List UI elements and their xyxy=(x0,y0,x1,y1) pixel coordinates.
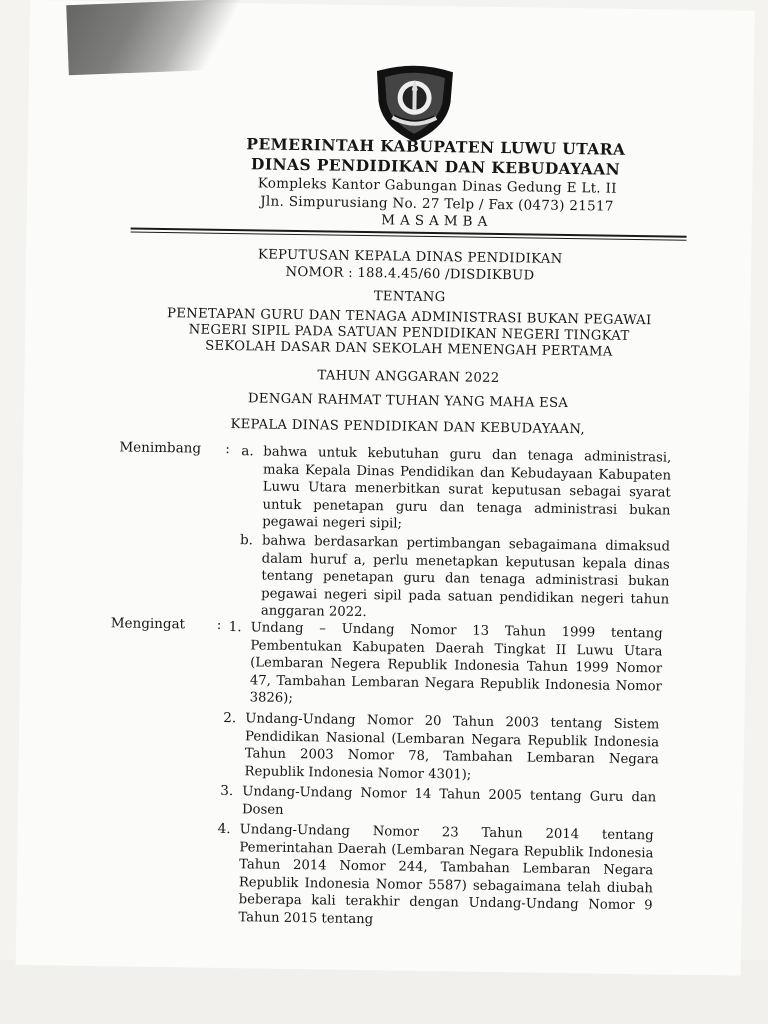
recalling-marker-2: 2. xyxy=(223,709,237,727)
document-page xyxy=(16,0,755,976)
considering-label: Menimbang xyxy=(119,439,202,457)
decree-subject-line3: SEKOLAH DASAR DAN SEKOLAH MENENGAH PERTAMA xyxy=(205,338,613,360)
considering-colon: : xyxy=(225,440,231,458)
decree-title: KEPUTUSAN KEPALA DINAS PENDIDIKAN xyxy=(257,247,563,267)
letterhead-agency: DINAS PENDIDIKAN DAN KEBUDAYAAN xyxy=(250,154,621,179)
considering-item-a: bahwa untuk kebutuhan guru dan tenaga administrasi, maka Kepala Dinas Pendidikan dan Kebudayaan Kabupaten Luwu Utara menerbitkan surat keputusan sebagai syarat untuk penetapan guru dan tenaga administrasi bukan pegawai negeri sipil; xyxy=(262,444,672,532)
recalling-marker-1: 1. xyxy=(228,619,242,636)
letterhead-street: Jln. Simpurusiang No. 27 Telp / Fax (0473) 21517 xyxy=(260,193,614,215)
decree-year: TAHUN ANGGARAN 2022 xyxy=(317,368,500,387)
recalling-label: Mengingat xyxy=(110,615,186,633)
decree-about: TENTANG xyxy=(373,289,446,306)
scan-smudge xyxy=(66,0,248,75)
decree-subject-line2: NEGERI SIPIL PADA SATUAN PENDIDIKAN NEGERI TINGKAT xyxy=(188,322,630,344)
recalling-item-3: Undang-Undang Nomor 14 Tahun 2005 tentang Guru dan Dosen xyxy=(241,784,657,818)
recalling-item-1: Undang – Undang Nomor 13 Tahun 1999 tentang Pembentukan Kabupaten Daerah Tingkat II Luwu Utara (Lembaran Negera Republik Indonesia Tahun 1999 Nomor 47, Tambahan Lembaran Negara Republik Indonesia Nomor 3826); xyxy=(249,620,663,707)
considering-marker-b: b. xyxy=(239,532,254,549)
coat-of-arms-icon xyxy=(370,57,459,144)
recalling-colon: : xyxy=(216,616,222,633)
decree-official: KEPALA DINAS PENDIDIKAN DAN KEBUDAYAAN, xyxy=(230,417,585,438)
decree-number: NOMOR : 188.4.45/60 /DISDIKBUD xyxy=(285,264,535,284)
recalling-item-2: Undang-Undang Nomor 20 Tahun 2003 tentang Sistem Pendidikan Nasional (Lembaran Negara Republik Indonesia Tahun 2003 Nomor 78, Tambahan Lembaran Negara Republik Indonesia Nomor 4301); xyxy=(244,711,660,783)
decree-blessing: DENGAN RAHMAT TUHAN YANG MAHA ESA xyxy=(247,391,569,412)
letterhead-city: MASAMBA xyxy=(381,212,493,230)
considering-item-b: bahwa berdasarkan pertimbangan sebagaimana dimaksud dalam huruf a, perlu menetapkan keputusan kepala dinas tentang penetapan guru dan tenaga administrasi bukan pegawai negeri sipil pada satuan pendidikan negeri tahun anggaran 2022. xyxy=(260,533,671,621)
considering-marker-a: a. xyxy=(241,443,254,460)
recalling-marker-4: 4. xyxy=(217,820,231,838)
recalling-item-4: Undang-Undang Nomor 23 Tahun 2014 tentang Pemerintahan Daerah (Lembaran Negara Republik Indonesia Tahun 2014 Nomor 244, Tambahan Lembaran Negara Republik Indonesia Nomor 5587) sebagaimana telah diubah beberapa kali terakhir dengan Undang-Undang Nomor 9 Tahun 2015 tentang xyxy=(238,822,654,928)
letterhead-address: Kompleks Kantor Gabungan Dinas Gedung E Lt. II xyxy=(257,175,617,197)
letterhead-government: PEMERINTAH KABUPATEN LUWU UTARA xyxy=(246,134,626,159)
recalling-marker-3: 3. xyxy=(220,782,234,800)
decree-subject-line1: PENETAPAN GURU DAN TENAGA ADMINISTRASI BUKAN PEGAWAI xyxy=(166,306,652,329)
